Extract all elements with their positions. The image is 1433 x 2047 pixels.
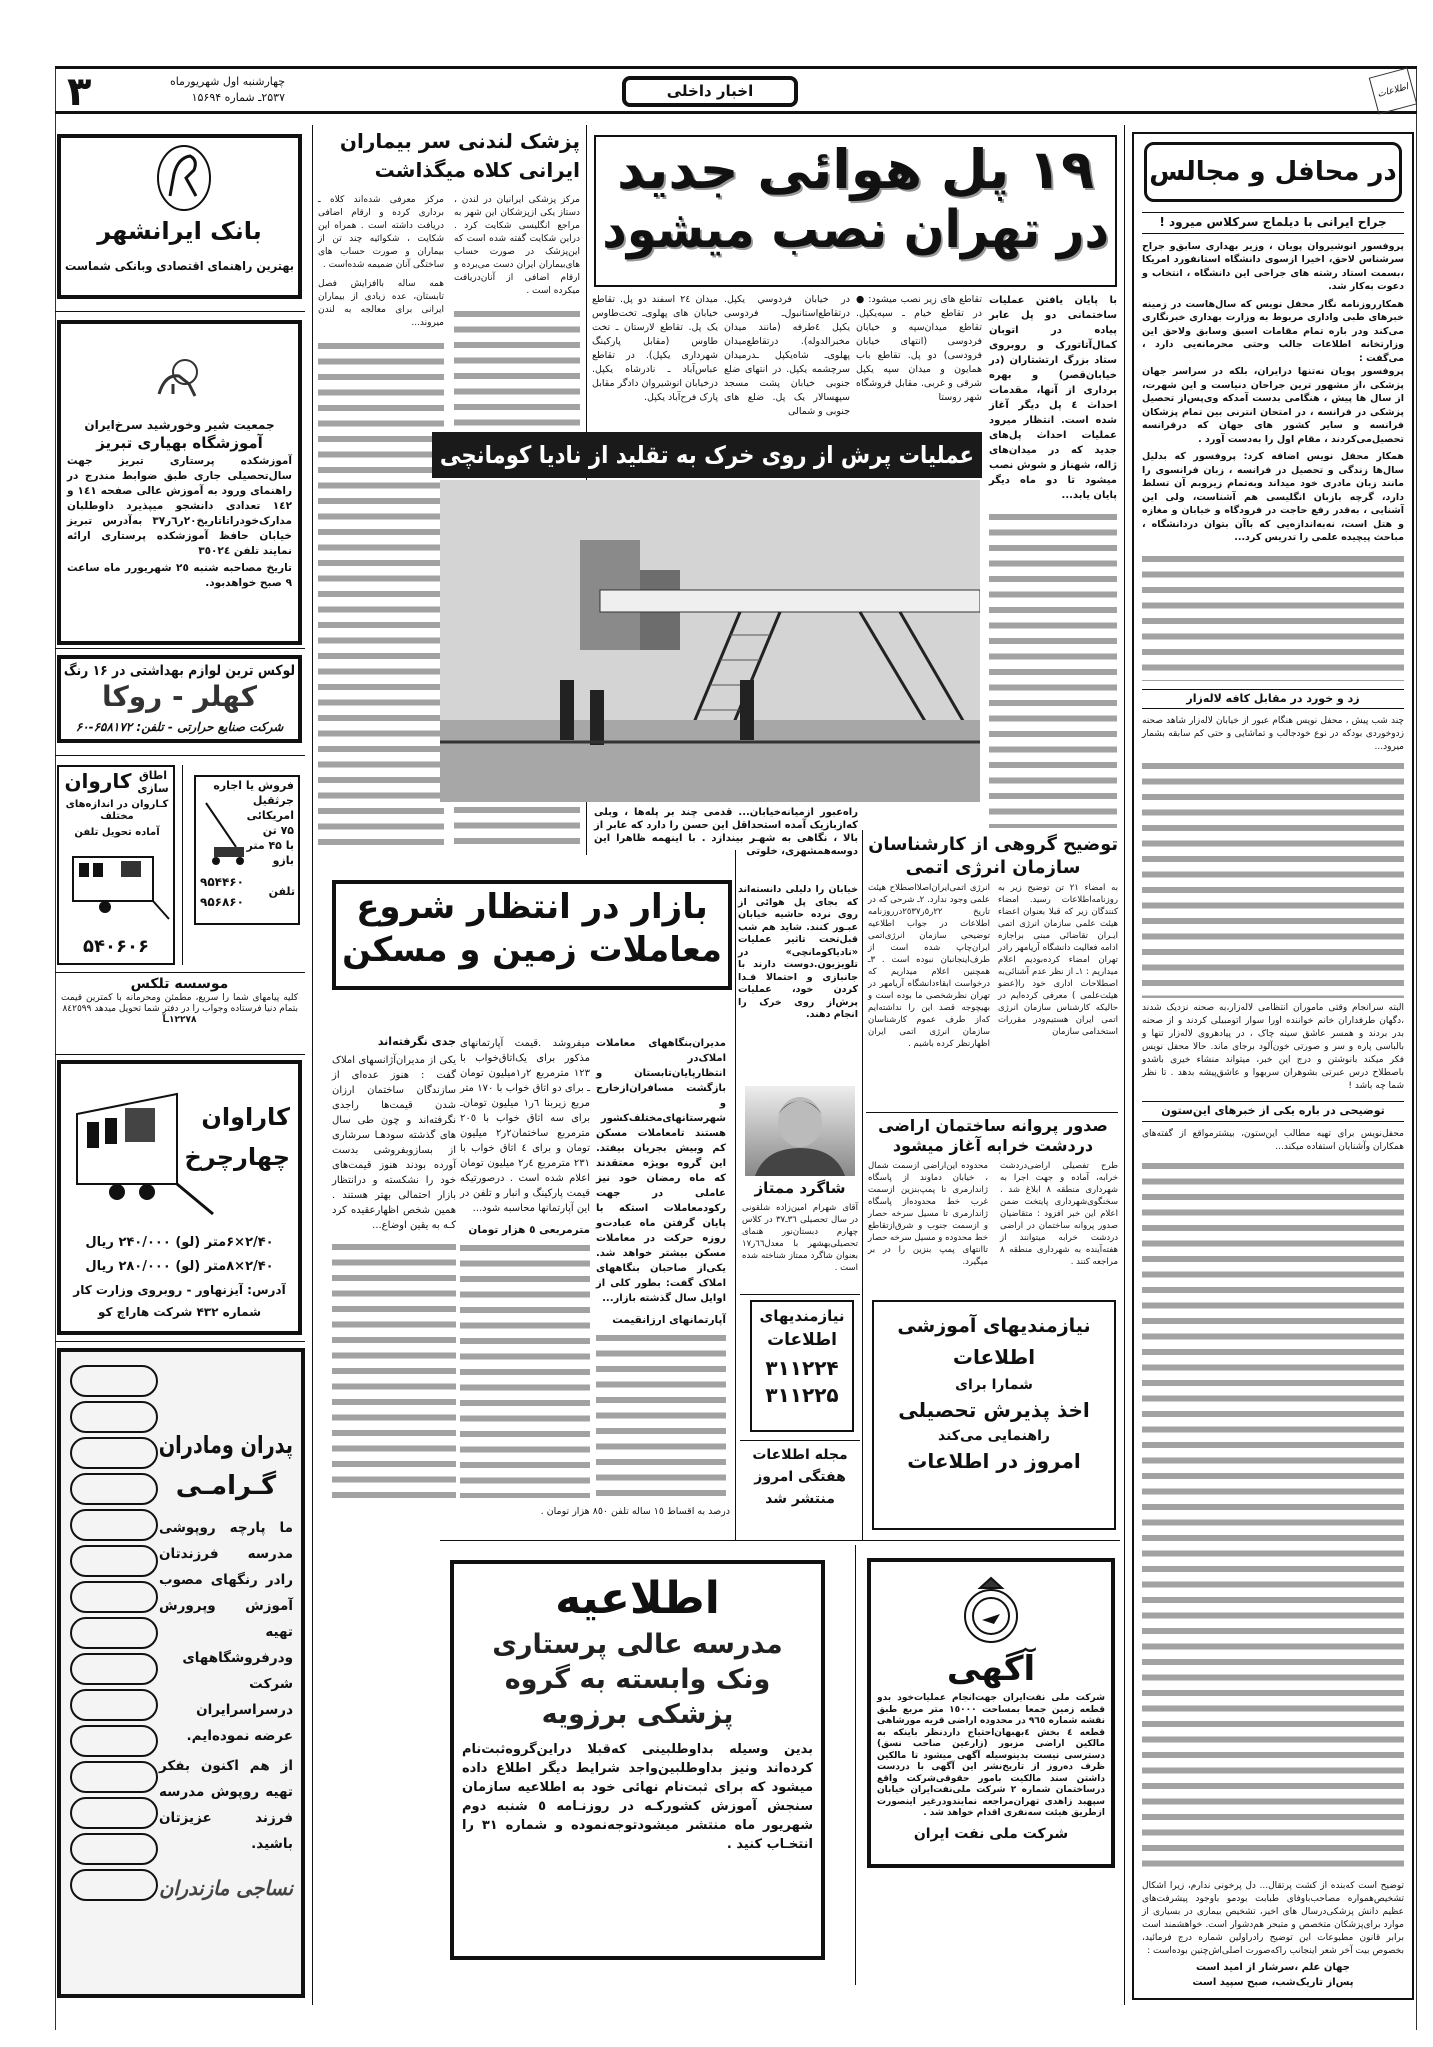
bridges-headline-box	[594, 135, 1117, 287]
subheading: آپارتمانهای ارزانقیمت	[612, 1314, 726, 1326]
article-col: در خیابان فردوسي یکپل. درتقاطع‌استانبول‌ـ فردوسی یکپل ٤طرفه (مانند میدان مخبرالدوله). درتقاطع‌میدان پهلوی‌ـ شاه‌یکپل ـدرمیدان سرچشمه یکپل. در انتهای ضلع جنوبی خیابان پشت مسجد سپهسالار یک پل. ضلع های جنوبی و شمالی	[724, 294, 850, 417]
nursing-school-notice	[450, 1560, 825, 1960]
subheading: جدی نگرفته‌اند	[377, 1035, 456, 1048]
lion-emblem-icon	[156, 144, 212, 212]
poem-line: پس‌از تاریک‌شب، صبح سپید است	[1192, 1976, 1354, 1988]
caravan-room-ad	[57, 765, 175, 965]
paragraph: پروفسور پویان نه‌تنها درایران، بلکه در سراسر جهان پزشکی ،از مشهور ترین جراحان دنیاست و این شهرت، از سال ها پیش ، هنگامی بدست آمدکه وی‌پس‌از تحصیل پزشکی در فرانسه ، در امتحان انترنی بین تمام پزشکان فرانسه و سایر کشور های جهان که درفرانسه تحصیل‌می‌کردند ، مقام اول را به‌دست آورد .	[1142, 366, 1404, 445]
paragraph: توضیح است که‌بنده از کشت پرتقال... دل پرخونی ندارم، زیرا اشکال تشخیص‌همواره مصاحب‌باوفای طبابت بودمو باوجود پیشرفت‌های عظیم دانش پزشکی‌درسال های اخیر، تشخیص بیماری در بسیاری از موارد برای‌پزشکان متخصص و متبحر هم‌دشوار است. خواهشمند است برابر قانون مطبوعات این توضیح رادراولین شماره درج فرمائید، بخصوص بیت آخر شعر اینجانب راکه‌صورت اصلی‌اش‌چنین بوده‌است :	[1142, 1881, 1404, 1956]
portrait-illustration	[745, 1086, 855, 1176]
crane-phone1: ۹۵۴۴۶۰	[200, 875, 244, 889]
magazine-notice	[740, 1447, 860, 1507]
headline: ایرانی کلاه میگذاشت	[374, 158, 580, 182]
kr-line1: لوکس ترین لوازم بهداشتی در ۱۶ رنگ	[63, 663, 295, 679]
student-photo	[745, 1086, 855, 1176]
text-column	[332, 1239, 456, 1498]
c4-addr: آدرس: آیزنهاور - روبروی وزارت کار	[73, 1283, 286, 1297]
kohler-roca-ad	[57, 655, 302, 743]
student-title: شاگرد ممتاز	[754, 1179, 846, 1197]
c4-title1: کاراوان	[201, 1103, 290, 1131]
crane-4: ۷۵ تن	[262, 824, 294, 837]
rc-body-2: تاریخ مصاحبه شنبه ٢٥ شهریورر ماه ساعت ٩ صبح خواهدبود.	[67, 562, 292, 590]
crane-phone2: ۹۵۶۸۶۰	[200, 895, 244, 909]
headline: سازمان انرژی اتمی	[905, 856, 1081, 878]
article-col: طرح تفصیلی اراضی‌دردشت خرابه، آماده و جهت اجرا به شهرداری منطقه ٨ ابلاغ شد . سخنگوی‌شهرداری پایتخت ضمن اعلام این خبر افزود : متقاضیان صدور پروانه ساختمان در اراضی دردشت خرابه میتوانند از هفته‌آینده به شهرداری منطقه ٨ مراجعه کنند .	[1000, 1160, 1118, 1267]
headline: دردشت خرابه آغاز میشود	[892, 1136, 1094, 1156]
pm-title1: پدران ومادران	[158, 1431, 293, 1459]
rc-org: جمعیت شیر وخورشید سرخ‌ایران	[84, 418, 275, 432]
subheading: جراح ایرانی با دیلماج سرکلاس میرود !	[1159, 215, 1387, 229]
masthead	[55, 66, 1417, 114]
article-col: میفروشد .قیمت آپارتمانهای مذکور برای یک‌اتاق‌خواب با ١٢٣ مترمربع ٢ر١میلیون تومان ـ برای دو اتاق خواب با ١٧٠ متر مربع زیربنا ٦ر١ میلیون تومان‌ـ برای سه اتاق خواب با ٢٠٥ مترمربع ساختمان٢ر٢ میلیون تومان و برای ٤ اتاق خواب با ٢٣١ مترمربع ٤ر٢ میلیون تومان اعلام شده است . درصورتیکه قیمت پارکینگ و انبار و تلفن در این آپارتمانها محاسبه شود...	[460, 1038, 590, 1214]
ad-line: نیازمندیهای آموزشی	[897, 1315, 1091, 1337]
notice-subtitle: ونک وابسته به گروه	[504, 1663, 771, 1695]
ad-line: مجله اطلاعات	[752, 1447, 848, 1463]
crane-3: امریکائی	[246, 809, 294, 822]
ad-line: راهنمایی می‌کند	[938, 1427, 1050, 1444]
headline: بازار در انتظار شروع	[356, 887, 708, 927]
article-col: مرکز معرفی شده‌اند کلاه ـ برداری کرده و ارقام اضافی دریافت داشته است . همراه این شکایت ، شکوائیه چند تن از بیماران و صورت حساب های ساختگی آنان ضمیمه شده‌است .	[318, 195, 444, 270]
text-column	[1142, 1158, 1404, 1876]
paragraph: پروفسور انوشیروان پویان ، وزیر بهداری سابق‌و جراح سرشناس لاحق، اخیرا ازسوی دانشگاه استانفورد امریکا ،بسمت استاد رشته های جراحی این دانشگاه ، انتخاب و دعوت به‌کار شد.	[1142, 240, 1404, 293]
atomic-energy-article	[868, 835, 1118, 1050]
real-estate-col-3	[332, 1036, 456, 1498]
text-column	[460, 1240, 590, 1498]
kr-line3: شرکت صنایع حرارتی - تلفن: ۶۵۸۱۷۲-۶۰	[75, 720, 284, 734]
article-col: محدوده این‌اراضی ازسمت شمال ، خیابان دماوند از پاسگاه ژاندارمری تا پمپ‌بنزین ازسمت غرب خط محدوده‌از پاسگاه ژاندارمری تا مسیل سرخه حصار و ازسمت جنوب و شرق‌ازتقاطع خط محدوده و مسیل سرخه حصار تاانتهای پمپ بنزین را در بر میگیرد.	[868, 1160, 988, 1267]
notice-title: آگهی	[946, 1649, 1036, 1689]
telex-ad	[57, 976, 302, 1025]
bridge-stairs-illustration	[440, 480, 980, 802]
notice-body: شرکت ملی نفت‌ایران جهت‌انجام عملیات‌خود بدو قطعه زمین جمعا بمساحت ١٥٠٠٠ متر مربع طبق نقشه شماره ٩٦٥ در محدوده اراضی قریه مورشاهی قطعه ٤ بخش ٤بهبهان‌احتیاج داردنظر باینکه به مالکین اراضی مزبور (زارعین صاحب نسق) دسترسی نیست بدینوسیله آگهی میشود تا مالکین ظرف ده‌روز از تاریخ‌نشر این آگهی با دردست داشتن سند مالکیت بامور حقوقی‌شرکت واقع درساختمان شماره ٢ شرکت ملی‌نفت‌ایران خیابان سپهبد زاهدی تهران‌مراجعه نمایندودرغیر اینصورت ازطریق هیئت سه‌نفری اقدام خواهد شد .	[877, 1693, 1106, 1819]
text-column	[989, 509, 1117, 828]
real-estate-col-2	[460, 1036, 590, 1498]
national-oil-notice	[867, 1558, 1115, 1868]
article-col: انرژی اتمی‌ایران‌اصلااصطلاح هیئت علمی وجود ندارد. ٢ـ شرحی که در تاریخ ٢٢ر٥ر٢٥٣٧درروزنامه اطلاعات در جواب اطلاعیه توضیحی سازمان انرژی‌اتمی ایران‌چاپ شده است از طرف‌اینجانبان نبوده است . ٣ـ همچنین اعلام میداریم که درخواست ابقاءدانشگاه آریامهر در تهران نظرشخصی ما بوده است و بهیچوجه قصد این را نداشته‌ایم که‌از طرف عموم کارشناسان سازمان انرژی اتمی ایران اظهارنظر کرده باشیم .	[868, 883, 990, 1050]
fabric-bolts-icon	[67, 1360, 167, 1940]
telex-body: کلیه پیامهای شما را سریع، مطمئن ومحرمانه با کمترین قیمت بتمام دنیا فرستاده وجواب را در دفتر شما تحویل میدهد ٨٤٢٥٩٩	[61, 993, 298, 1015]
car-4: آماده تحویل تلفن	[74, 827, 160, 838]
crane-tel: تلفن	[268, 885, 295, 898]
photo-headline: عملیات پرش از روی خرک به تقلید از نادیا کومانچی	[439, 441, 975, 469]
pm-brand: نساجی مازندران	[159, 1876, 293, 1901]
ad-line: شمارا برای	[955, 1376, 1033, 1393]
paragraph: محفل‌نویس برای تهیه مطالب این‌ستون، بیشترمواقع از گفته‌های همکاران وآشنایان استفاده میکند...	[1142, 1129, 1404, 1153]
bank-slogan: بهترین راهنمای اقتصادی وبانکی شماست	[64, 259, 295, 273]
article-footer: درصد به اقساط ١٥ ساله تلفن ٨٥٠ هزار تومان .	[540, 1506, 730, 1517]
poem-line: جهان علم ،سرشار از امید است	[1196, 1962, 1350, 1973]
red-lion-nursing-ad	[57, 320, 302, 645]
crane-2: جرثقیل	[252, 794, 294, 807]
ad-line: امروز در اطلاعات	[907, 1449, 1081, 1474]
article-col: با پایان یافتن عملیات ساختمانی دو پل عابر پیاده در اتوبان کمال‌آتاتورک و روبروی ستاد بزرگ ارتشتاران (در خیابان‌قصر) و بهره برداری از آنها، مقدمات احداث ٤ پل دیگر آغاز شده است. انتظار میرود عملیات احداث پل‌های جدید که در میدان‌های ژاله، شهناز و شوش نصب میشود تا دو ماه دیگر پایان یابد...	[989, 295, 1117, 501]
crane-icon	[200, 797, 250, 867]
headline: معاملات زمین و مسکن	[342, 930, 722, 971]
telex-title: موسسه تلکس	[130, 976, 229, 992]
paragraph: چند شب پیش ، محفل نویس هنگام عبور از خیابان لاله‌زار شاهد صحنه زدوخوردی بودکه در نوع خودجالب و تماشایی و حتی کم سابقه بشمار میرود...	[1142, 716, 1404, 753]
photo-caption-cont: خیابان را دلیلی دانسته‌اند که بجای پل هوائی از روی نرده حاشیه خیابان عبـور کنند. شاید هم شب قبل‌تحت تاثیر عملیات «نادیاکومانچی» در تلویزیون.دوست دارند با جانبازی و احتمالا فـدا کردن خود، عملیات پرش‌از روی خرک را انجام دهند.	[738, 884, 858, 1020]
photo-caption: راه‌عبور ازمیانه‌خیابان... قدمی چند بر پله‌ها ، وبلی که‌ازبازیک آمده استحداقل این حسن را دارد که عابر از بالا ، نگاهی به شهـر بیندازد . با اینهمه ظاهرا این دوسه‌همشهری، خلوتی	[594, 807, 858, 857]
bank-name: بانک ایرانشهر	[97, 217, 262, 245]
article-col: تقاطع های زیر نصب میشود: ● در تقاطع خیام ـ سپه‌یکپل. تقاطع میدان‌سپه و خیابان فردوسی (انتهای خیابان فرودسی) دو پل. تقاطع باب همایون و میدان سپه یکپل شرقی و غربی. مقابل فروشگاه شهر روستا	[856, 294, 982, 403]
lion-and-sun-icon	[155, 354, 205, 399]
notice-body: بدین وسیله بداوطلبینی که‌قبلا دراین‌گروه‌ثبت‌نام کرده‌اند ونیز بداوطلبین‌واجد شرایط دیگر اطلاع داده میشود که برای ثبت‌نام نهائی خود به اطلاعیه سازمان سنجش آموزش کشورکـه در روزنـامه ٥ شنبه دوم شهریور ماه منتشر میشودتوجه‌نموده و شماره ٣١ را انتخـاب کنید .	[462, 1741, 814, 1852]
ad-phone: ۳۱۱۲۲۴	[765, 1355, 839, 1380]
c4-price2: ۲/۴۰×۸متر (لو) ۲۸۰/۰۰۰ ریال	[85, 1259, 274, 1274]
pm-text	[159, 1432, 293, 1900]
real-estate-headline-box	[332, 880, 732, 990]
headline: توضیح گروهی از کارشناسان	[868, 834, 1118, 855]
crane-5: با ۴۵ متر	[246, 839, 294, 852]
notice-signature: شرکت ملی نفت ایران	[913, 1825, 1069, 1842]
parents-school-uniform-ad	[57, 1348, 305, 1998]
rc-body: آموزشکده پرستاری تبریز جهت سال‌تحصیلی جاری طبق ضوابط مندرج در راهنمای ورود به آموزش عالی صفحه ١٤١ و ١٤٢ تعدادی دانشجو میپذیرد داوطلبان مدارک‌خودراتاتاریخ٢٠ر٦ر٣٧ به‌آدرس تبریز خیابان حافظ آموزشکده پرستاری ارائه نمایند تلفن ٣٥٠٢٤	[67, 455, 292, 558]
text-column	[1142, 758, 1404, 998]
four-wheel-caravan-ad	[57, 1060, 302, 1335]
kr-brand: کهلر - روکا	[101, 680, 258, 713]
pm-body2: از هم اکنون بفکر تهیه روپوش مدرسه فرزند عزیزتان باشید.	[159, 1758, 293, 1853]
pm-title2: گـرامـی	[175, 1470, 277, 1501]
nioc-emblem-icon	[960, 1576, 1022, 1646]
crane-1: فروش یا اجاره	[213, 779, 294, 792]
ad-line: هفتگی امروز	[754, 1469, 846, 1486]
crane-ad	[194, 775, 300, 925]
ad-line: اطلاعات	[952, 1344, 1036, 1369]
photo-headline-bar	[432, 432, 982, 478]
headline: در تهران نصب میشود	[602, 200, 1109, 261]
subheading: توضیحی در باره یکی از خبرهای این‌ستون	[1161, 1104, 1385, 1118]
page-number: ۳	[67, 69, 92, 115]
paragraph: همکار محفل نویس اضافه کرد: پروفسور که بدلیل سال‌ها زندگی و تحصیل در فرانسه ، زبان فرانسوی را مانند زبان مادری خود میداند وبه‌تمام زیروبم آن تسلط دارد، گرچه بازبان انگلیسی هم آشناست، ولی این آشنایی ، به‌قدر رفع حاجت در فرودگاه و خیابان و مغازه و هتل است، نه‌به‌اندازه‌یی که باآن بتوان دردانشگاه ، مباحث پیچیده علمی را تدریس کرد...	[1142, 451, 1404, 544]
article-col: میدان ٢٤ اسفند دو پل. تقاطع خیابان های پهلوی‌ـ تخت‌طاوس یک پل. تقاطع لارستان ـ تخت طاوس (مقابل پارکینگ شهرداری یکپل). در تقاطع عباس‌آباد ـ نادرشاه یکپل. درخیابان انوشیروان دادگر مقابل پارک فرح‌آباد یکپل.	[592, 294, 718, 403]
article-col: یکی از مدیران‌آژانسهای املاک گفت : هنوز عده‌ای از سازندگان ساختمان ارزان شدن قیمت‌ها راجدی نگرفته‌اند و چون طی سال‌ های گذشته سودهـا سرشاری از بسازوبفروشی بدست آورده بودند هنوز قیمت‌های خود را نشکسته و درانتظار بازار احتمالی بهتر هستند . همین شخص اظهارعقیده کرد کـه به یقین اوضاع...	[332, 1054, 456, 1231]
subheading: مترمربعی ٥ هزار تومان	[468, 1224, 590, 1236]
text-column	[318, 338, 444, 850]
headline: پزشک لندنی سر بیماران	[339, 129, 580, 153]
pedestrian-bridge-photo	[440, 480, 980, 802]
text-column	[1142, 551, 1404, 681]
land-permits-article	[868, 1117, 1118, 1268]
subheading: زد و خورد در مقابل کافه لاله‌زار	[1186, 691, 1360, 705]
paragraph: البته سرانجام وقتی ماموران انتظامی لاله‌زار،به صحنه نزدیک شدند ،دگهان طرفداران خانم خواننده اورا سوار اتومبیلی کردند و از صحنه بدر بردند و همسر عاشق سینه چاک ، در پیادهروی لاله‌زار تنها و بالباسی پاره و سر و صورتی خون‌آلود برجای ماند. حالا محفل نویس فکر میکند بانوشتن و درج این خبر، میتواند منشاء خیری باشدو باصطلاح درس عبرتی بشوهران سربهوا و عاشق‌پیشه بدهد . تا نظر شما چه باشد !	[1142, 1003, 1404, 1092]
real-estate-col-1	[596, 1036, 726, 1498]
article-col: همه ساله باافزایش فصل تابستان، عده زیادی از بیماران ایرانی برای معالجه به لندن میروند...	[318, 279, 444, 328]
article-col: مرکز پزشکی ایرانیان در لندن ، دستاز یکی ازپزشکان این شهر به مراجع انگلیسی شکایت کرد . دراین شکایت گفته شده است که این‌پزشک در صورت حساب های‌بیماران ایران دست می‌برده و ارقام اضافی از آنان‌دریافت میکرده است .	[454, 195, 580, 296]
telex-code: ۱۲۲۷۸ـآ	[162, 1015, 197, 1026]
newspaper-logo: اطلاعات	[1369, 67, 1417, 114]
text-column	[596, 1330, 726, 1498]
pm-body: ما پارچه روپوشی مدرسه فرزندتان رادر رنگهای مصوب آموزش وپرورش تهیه ودرفروشگاههای شرکت درسراسرایران عرضه نموده‌ایم.	[159, 1520, 293, 1745]
car-phone: ۵۴۰۶۰۶	[83, 936, 149, 957]
ad-line: منتشر شد	[765, 1491, 835, 1508]
headline: ۱۹ پل هوائی جدید	[616, 138, 1095, 201]
student-text: آقای شهرام امین‌زاده شلقونی در سال تحصیلی ٣٦ـ٣٧ در کلاس چهارم دبستان‌نور هنمای تحصیلی‌بهشهر با معدل٦٦ر١٧ بعنوان شاگرد ممتاز شناخته شده است .	[742, 1203, 858, 1273]
notice-subtitle: مدرسه عالی پرستاری	[492, 1628, 783, 1660]
article-body	[1142, 240, 1404, 545]
car-2: کاروان	[64, 769, 132, 793]
bridges-col-1	[989, 293, 1117, 828]
article-col: مدیران‌بنگاههای معاملات املاک‌در انتظارپایان‌تابستان و بازگشت مسافران‌ازخارج و شهرستانهای‌مختلف‌کشور هستند تامعاملات مسکن کم وبیش بجریان بیفتد. این گروه بویژه معتقدند که ماه رمضان خود نیز عاملی در جهت رکودمعاملات استکه با پایان گرفتن ماه عبادت‌و روزه حرکت در معاملات مسکن بیشتر خواهد شد. یکی‌از صاحبان بنگاههای املاک گفت: بطور کلی از اوایل سال گذشته بازار...	[596, 1038, 726, 1304]
rc-title: آموزشگاه بهیاری تبریز	[96, 433, 263, 452]
headline: صدور پروانه ساختمان اراضی	[878, 1116, 1108, 1135]
notice-title: اطلاعیه	[555, 1573, 720, 1624]
bank-iranshahr-ad	[57, 134, 302, 299]
ad-line: اطلاعات	[767, 1330, 837, 1351]
column-title: در محافل و مجالس	[1144, 142, 1402, 202]
classifieds-phone-ad	[750, 1300, 854, 1432]
c4-price1: ۲/۴۰×۶متر (لو) ۲۴۰/۰۰۰ ریال	[85, 1235, 274, 1250]
date-line: چهارشنبه اول شهریورماه	[169, 75, 285, 88]
ad-phone: ۳۱۱۲۲۵	[765, 1382, 839, 1407]
issue-line: ۲۵۳۷ـ شماره ۱۵۶۹۴	[191, 91, 285, 104]
section-title: اخبار داخلی	[622, 76, 798, 107]
car-3: کـاروان در اندازه‌های مختلف	[65, 799, 169, 822]
c4-title2: چهارچرخ	[184, 1143, 290, 1171]
crane-6: بازو	[272, 854, 294, 867]
ad-line: اخذ پذیرش تحصیلی	[898, 1397, 1090, 1422]
gatherings-column	[1132, 132, 1414, 2000]
car-1: اطاق سازی	[137, 769, 169, 795]
ad-line: نیازمندیهای	[759, 1307, 845, 1325]
paragraph: همکارروزنامه نگار محفل نویس که سال‌هاست در زمینه خبرهای طبی واداری مربوط به وزارت بهداری خبرنگاری می‌کند ودر باره تمام مقامات اسبق وسابق ولاحق این وزارتخانه اطلاعات جالب وحتی محرمانه‌یی دارد ، می‌گفت :	[1142, 298, 1404, 364]
c4-addr2: شماره ۴۳۲ شرکت هاراچ کو	[98, 1305, 261, 1319]
caravan-trailer-icon	[65, 847, 171, 927]
notice-subtitle: پزشکی برزویه	[541, 1698, 734, 1730]
article-col: به امضاء ٢١ تن توضیح زیر به روزنامه‌اطلاعات رسید. امضاء کنندگان زیر که قبلا بعنوان اعضاء هیئت علمی سازمان انرژی اتمی ایـران تقاضائی مبنی براجازه ادامه فعالیت دانشگاه آریامهر رادر تهران امضاء کرده‌بودیم اعلام میداریم : ١ـ از نظر عدم آشنائی‌به اصطلاحات اداری خود را(عضو هیئت‌علمی ) معرفی کرده‌ایم در حالیکه کارشناس سازمان انرژی اتمی ایران هستیم‌ودر مقررات استخدامی سازمان	[998, 883, 1118, 1038]
education-classifieds-ad	[872, 1300, 1116, 1530]
